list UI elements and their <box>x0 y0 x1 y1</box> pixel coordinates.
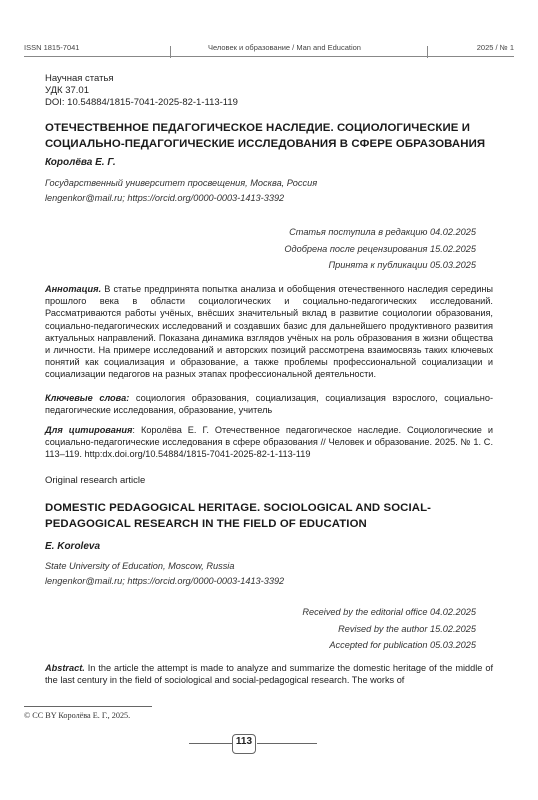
license-note: © CC BY Королёва Е. Г., 2025. <box>24 711 131 720</box>
en-abstract <box>45 662 493 686</box>
ru-contact: lengenkor@mail.ru; https://orcid.org/0000-0003-1413-3392 <box>45 193 285 203</box>
ru-title-line: ОТЕЧЕСТВЕННОЕ ПЕДАГОГИЧЕСКОЕ НАСЛЕДИЕ. СОЦИОЛОГИЧЕСКИЕ И <box>45 122 470 134</box>
issn: ISSN 1815-7041 <box>24 43 80 52</box>
page-number-rule <box>257 743 317 744</box>
en-accepted: Accepted for publication 05.03.2025 <box>329 640 476 650</box>
en-received: Received by the editorial office 04.02.2025 <box>302 607 476 617</box>
en-author: E. Koroleva <box>45 541 101 552</box>
article-type: Научная статья <box>45 73 114 84</box>
ru-keywords-label: Ключевые слова: <box>45 393 130 403</box>
en-contact: lengenkor@mail.ru; https://orcid.org/0000-0003-1413-3392 <box>45 576 285 586</box>
ru-keywords <box>45 392 493 416</box>
page-number-rule <box>189 743 233 744</box>
ru-received: Статья поступила в редакцию 04.02.2025 <box>289 227 476 237</box>
footnote-rule <box>24 706 152 707</box>
en-title-line: DOMESTIC PEDAGOGICAL HERITAGE. SOCIOLOGICAL AND SOCIAL- <box>45 502 432 514</box>
en-revised: Revised by the author 15.02.2025 <box>338 623 476 634</box>
en-title-line: PEDAGOGICAL RESEARCH IN THE FIELD OF EDUCATION <box>45 518 367 530</box>
running-header <box>24 42 514 54</box>
en-title <box>45 500 495 532</box>
ru-title-line: СОЦИАЛЬНО-ПЕДАГОГИЧЕСКИЕ ИССЛЕДОВАНИЯ В СФЕРЕ ОБРАЗОВАНИЯ <box>45 138 486 150</box>
journal-name: Человек и образование / Man and Education <box>208 43 361 52</box>
ru-abstract-text: В статье предпринята попытка анализа и обобщения отечественного наследия середины прошлого века в области социологических и социально-педагогических исследований. Рассматриваются работы учёных, внёсших значительный вклад в развитие социологии образования, социально-педагогических исследований и создавших базис для дальнейшего продуктивного развития актуальных направлений. Показана динамика взглядов учёных на роль образования в жизни общества и личности. На примере исследований и авторских позиций рассмотрена взаимосвязь таких ключевых понятий как социализация и образование, а также проблемы профессиональной социализации и социализации педагогов на разных этапах профессиональной деятельности. <box>45 284 493 380</box>
en-affiliation: State University of Education, Moscow, Russia <box>45 561 235 571</box>
en-abstract-label: Abstract. <box>45 663 85 673</box>
ru-revised: Одобрена после рецензирования 15.02.2025 <box>284 243 476 254</box>
header-rule <box>24 56 514 57</box>
ru-citation-label: Для цитирования <box>45 425 133 435</box>
ru-title <box>45 120 495 152</box>
ru-citation-text: : Королёва Е. Г. Отечественное педагогическое наследие. Социологические и социально-педагогические исследования в сфере образования // Человек и образование. 2025. № 1. С. 113–119. http:dx.doi.org/10.54884/1815-7041-2025-82-1-113-119 <box>45 425 493 460</box>
page-number: 113 <box>235 736 253 747</box>
udk: УДК 37.01 <box>45 85 89 96</box>
en-article-type: Original research article <box>45 475 146 486</box>
issue-number: 2025 / № 1 <box>476 43 514 52</box>
en-dates <box>302 604 476 654</box>
ru-dates <box>284 224 476 274</box>
ru-citation <box>45 424 493 461</box>
article-meta <box>45 73 238 109</box>
ru-keywords-text: социология образования, социализация, социализация взрослого, социально-педагогические исследования, образование, учитель <box>45 393 494 416</box>
ru-author: Королёва Е. Г. <box>45 157 116 168</box>
ru-abstract <box>45 283 493 381</box>
ru-affiliation: Государственный университет просвещения, Москва, Россия <box>45 178 318 188</box>
doi: DOI: 10.54884/1815-7041-2025-82-1-113-119 <box>45 97 238 108</box>
ru-abstract-label: Аннотация. <box>45 284 102 294</box>
en-abstract-text: In the article the attempt is made to analyze and summarize the domestic heritage of the middle of the last century in the field of sociological and social-pedagogical research. The works of <box>45 663 493 686</box>
ru-accepted: Принята к публикации 05.03.2025 <box>328 260 476 270</box>
